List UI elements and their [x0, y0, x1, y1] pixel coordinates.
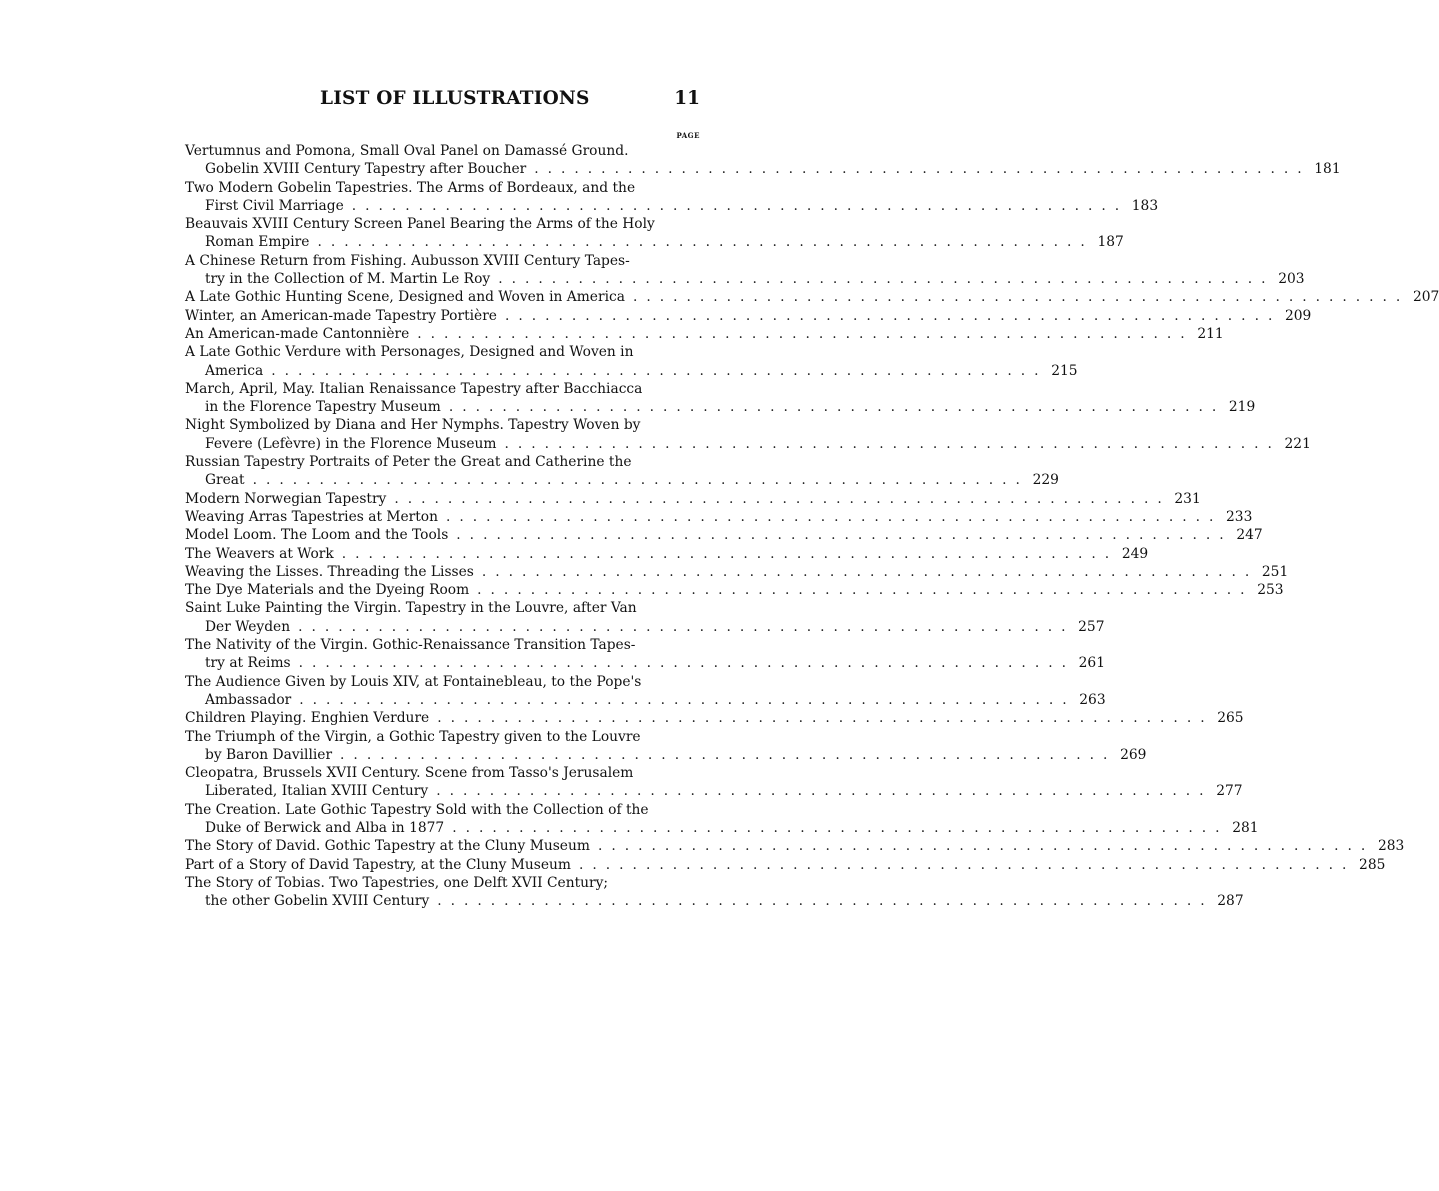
- entry-page-number: 263: [1079, 691, 1106, 708]
- dot-leader: ..........................................................: [446, 508, 1223, 525]
- entry-page-number: 233: [1226, 508, 1253, 525]
- list-item: [185, 856, 1386, 874]
- entry-title: the other Gobelin XVIII Century: [205, 893, 430, 910]
- dot-leader: ..........................................................: [298, 655, 1075, 672]
- entry-page-number: 251: [1261, 563, 1289, 580]
- entry-page-number: 281: [1232, 819, 1259, 836]
- list-item: [185, 801, 1259, 838]
- entry-title: An American-made Cantonnière: [185, 325, 410, 342]
- entry-line: [185, 270, 1305, 288]
- dot-leader: ..........................................................: [597, 838, 1375, 855]
- entry-title: Ambassador: [205, 691, 292, 708]
- illustrations-list: [185, 142, 1439, 910]
- entry-line: [185, 746, 1147, 764]
- entry-line: [185, 581, 1284, 599]
- dot-leader: ..........................................................: [436, 783, 1213, 800]
- entry-page-number: 207: [1412, 289, 1439, 306]
- entry-line: [185, 362, 1078, 380]
- dot-leader: ..........................................................: [271, 362, 1048, 379]
- entry-line: [185, 380, 700, 398]
- dot-leader: ..........................................................: [394, 490, 1171, 507]
- entry-line: [185, 892, 1244, 910]
- entry-line: [185, 197, 1159, 215]
- dot-leader: ..........................................................: [351, 197, 1129, 214]
- dot-leader: ..........................................................: [448, 399, 1226, 416]
- entry-title: A Chinese Return from Fishing. Aubusson XVIII Century Tapes-: [185, 252, 630, 269]
- entry-line: [185, 874, 700, 892]
- entry-title: try in the Collection of M. Martin Le Roy: [205, 271, 491, 288]
- entry-line: [185, 691, 1106, 709]
- dot-leader: ..........................................................: [299, 691, 1076, 708]
- entry-line: [185, 599, 700, 617]
- entry-title: Part of a Story of David Tapestry, at the Cluny Museum: [185, 856, 572, 873]
- entry-line: [185, 252, 700, 270]
- entry-title: Liberated, Italian XVIII Century: [205, 783, 429, 800]
- entry-title: in the Florence Tapestry Museum: [205, 399, 441, 416]
- entry-page-number: 229: [1032, 472, 1059, 489]
- list-item: [185, 453, 1059, 490]
- list-item: [185, 252, 1305, 289]
- dot-leader: ..........................................................: [504, 435, 1281, 452]
- entry-title: The Weavers at Work: [185, 545, 334, 562]
- entry-title: try at Reims: [205, 655, 291, 672]
- dot-leader: ..........................................................: [632, 289, 1410, 306]
- list-item: [185, 343, 1078, 380]
- entry-line: [185, 471, 1059, 489]
- entry-title: Cleopatra, Brussels XVII Century. Scene from Tasso's Jerusalem: [185, 765, 634, 782]
- entry-page-number: 277: [1216, 783, 1243, 800]
- entry-page-number: 269: [1120, 746, 1147, 763]
- entry-line: [185, 508, 1253, 526]
- dot-leader: ..........................................................: [437, 710, 1214, 727]
- entry-title: Beauvais XVIII Century Screen Panel Bearing the Arms of the Holy: [185, 216, 655, 233]
- entry-page-number: 253: [1257, 582, 1284, 599]
- entry-line: [185, 764, 700, 782]
- entry-page-number: 187: [1097, 234, 1124, 251]
- list-item: [185, 508, 1253, 526]
- dot-leader: ..........................................................: [437, 893, 1214, 910]
- entry-line: [185, 490, 1201, 508]
- entry-page-number: 261: [1078, 655, 1105, 672]
- dot-leader: ..........................................................: [417, 325, 1194, 342]
- entry-line: [185, 526, 1263, 544]
- entry-line: [185, 398, 1256, 416]
- entry-line: [185, 215, 700, 233]
- dot-leader: ..........................................................: [317, 234, 1094, 251]
- list-item: [185, 526, 1263, 544]
- list-item: [185, 380, 1256, 417]
- entry-title: Weaving the Lisses. Threading the Lisses: [185, 563, 474, 580]
- entry-line: [185, 856, 1386, 874]
- list-item: [185, 581, 1284, 599]
- dot-leader: ..........................................................: [452, 819, 1229, 836]
- dot-leader: ..........................................................: [498, 271, 1275, 288]
- dot-leader: ..........................................................: [298, 618, 1075, 635]
- dot-leader: ..........................................................: [340, 746, 1117, 763]
- entry-line: [185, 343, 700, 361]
- dot-leader: ..........................................................: [534, 161, 1311, 178]
- entry-title: A Late Gothic Verdure with Personages, Designed and Woven in: [185, 344, 634, 361]
- entry-line: [185, 654, 1105, 672]
- entry-title: Model Loom. The Loom and the Tools: [185, 527, 449, 544]
- entry-page-number: 287: [1217, 893, 1244, 910]
- list-item: [185, 288, 1439, 306]
- entry-page-number: 181: [1314, 161, 1341, 178]
- entry-title: Saint Luke Painting the Virgin. Tapestry in the Louvre, after Van: [185, 600, 637, 617]
- entry-title: Duke of Berwick and Alba in 1877: [205, 819, 445, 836]
- entry-line: [185, 563, 1289, 581]
- entry-title: First Civil Marriage: [205, 197, 344, 214]
- entry-title: The Audience Given by Louis XIV, at Fontainebleau, to the Pope's: [185, 673, 642, 690]
- entry-line: [185, 453, 700, 471]
- entry-page-number: 211: [1197, 325, 1224, 342]
- entry-line: [185, 288, 1439, 306]
- list-item: [185, 179, 1159, 216]
- entry-title: Weaving Arras Tapestries at Merton: [185, 508, 438, 525]
- list-item: [185, 215, 1124, 252]
- running-header: [320, 88, 704, 112]
- entry-page-number: 285: [1359, 856, 1386, 873]
- entry-title: A Late Gothic Hunting Scene, Designed and Woven in America: [185, 289, 625, 306]
- entry-line: [185, 709, 1244, 727]
- entry-title: The Triumph of the Virgin, a Gothic Tapestry given to the Louvre: [185, 728, 641, 745]
- entry-title: Winter, an American-made Tapestry Portière: [185, 307, 497, 324]
- page-title: LIST OF ILLUSTRATIONS: [320, 88, 590, 109]
- entry-line: [185, 545, 1149, 563]
- list-item: [185, 673, 1106, 710]
- entry-page-number: 231: [1174, 490, 1201, 507]
- entry-page-number: 249: [1121, 545, 1149, 562]
- entry-title: by Baron Davillier: [205, 746, 333, 763]
- dot-leader: ..........................................................: [579, 856, 1356, 873]
- entry-title: Two Modern Gobelin Tapestries. The Arms of Bordeaux, and the: [185, 179, 636, 196]
- entry-line: [185, 728, 700, 746]
- entry-page-number: 257: [1078, 618, 1105, 635]
- entry-title: Gobelin XVIII Century Tapestry after Boucher: [205, 161, 527, 178]
- dot-leader: ..........................................................: [477, 582, 1254, 599]
- entry-title: Night Symbolized by Diana and Her Nymphs. Tapestry Woven by: [185, 417, 641, 434]
- list-item: [185, 599, 1105, 636]
- page-number: 11: [674, 88, 700, 109]
- entry-title: Modern Norwegian Tapestry: [185, 490, 387, 507]
- list-item: [185, 636, 1105, 673]
- entry-line: [185, 416, 700, 434]
- entry-title: March, April, May. Italian Renaissance Tapestry after Bacchiacca: [185, 380, 643, 397]
- entry-title: The Nativity of the Virgin. Gothic-Renaissance Transition Tapes-: [185, 637, 636, 654]
- list-item: [185, 325, 1224, 343]
- entry-title: Great: [205, 472, 245, 489]
- entry-line: [185, 801, 700, 819]
- entry-line: [185, 435, 1311, 453]
- entry-line: [185, 618, 1105, 636]
- entry-line: [185, 819, 1259, 837]
- entry-title: The Dye Materials and the Dyeing Room: [185, 582, 470, 599]
- entry-page-number: 265: [1217, 710, 1244, 727]
- entry-line: [185, 837, 1405, 855]
- entry-line: [185, 636, 700, 654]
- entry-page-number: 209: [1285, 307, 1312, 324]
- entry-title: Fevere (Lefèvre) in the Florence Museum: [205, 435, 497, 452]
- entry-title: Roman Empire: [205, 234, 310, 251]
- dot-leader: ..........................................................: [456, 527, 1233, 544]
- list-item: [185, 874, 1244, 911]
- entry-title: America: [205, 362, 264, 379]
- entry-title: Der Weyden: [205, 618, 291, 635]
- entry-line: [185, 142, 700, 160]
- list-item: [185, 490, 1201, 508]
- entry-title: The Creation. Late Gothic Tapestry Sold with the Collection of the: [185, 801, 649, 818]
- list-item: [185, 416, 1311, 453]
- entry-page-number: 283: [1377, 838, 1405, 855]
- dot-leader: ..........................................................: [252, 472, 1029, 489]
- list-item: [185, 142, 1341, 179]
- entry-page-number: 215: [1051, 362, 1078, 379]
- dot-leader: ..........................................................: [341, 545, 1119, 562]
- entry-title: The Story of David. Gothic Tapestry at the Cluny Museum: [185, 838, 590, 855]
- entry-page-number: 219: [1228, 399, 1256, 416]
- list-item: [185, 563, 1289, 581]
- entry-page-number: 203: [1278, 271, 1305, 288]
- dot-leader: ..........................................................: [504, 307, 1282, 324]
- list-item: [185, 764, 1243, 801]
- entry-line: [185, 307, 1312, 325]
- entry-page-number: 221: [1284, 435, 1311, 452]
- entry-title: Children Playing. Enghien Verdure: [185, 710, 430, 727]
- page-column-label: PAGE: [676, 131, 700, 140]
- list-item: [185, 709, 1244, 727]
- entry-line: [185, 179, 700, 197]
- entry-page-number: 247: [1236, 527, 1263, 544]
- entry-title: Russian Tapestry Portraits of Peter the Great and Catherine the: [185, 454, 632, 471]
- entry-title: The Story of Tobias. Two Tapestries, one Delft XVII Century;: [185, 874, 609, 891]
- entry-line: [185, 782, 1243, 800]
- entry-line: [185, 233, 1124, 251]
- list-item: [185, 728, 1147, 765]
- entry-title: Vertumnus and Pomona, Small Oval Panel on Damassé Ground.: [185, 143, 629, 159]
- entry-line: [185, 673, 700, 691]
- entry-line: [185, 325, 1224, 343]
- list-item: [185, 837, 1405, 855]
- list-item: [185, 307, 1312, 325]
- entry-line: [185, 160, 1341, 178]
- list-item: [185, 545, 1149, 563]
- entry-page-number: 183: [1131, 197, 1159, 214]
- dot-leader: ..........................................................: [481, 563, 1259, 580]
